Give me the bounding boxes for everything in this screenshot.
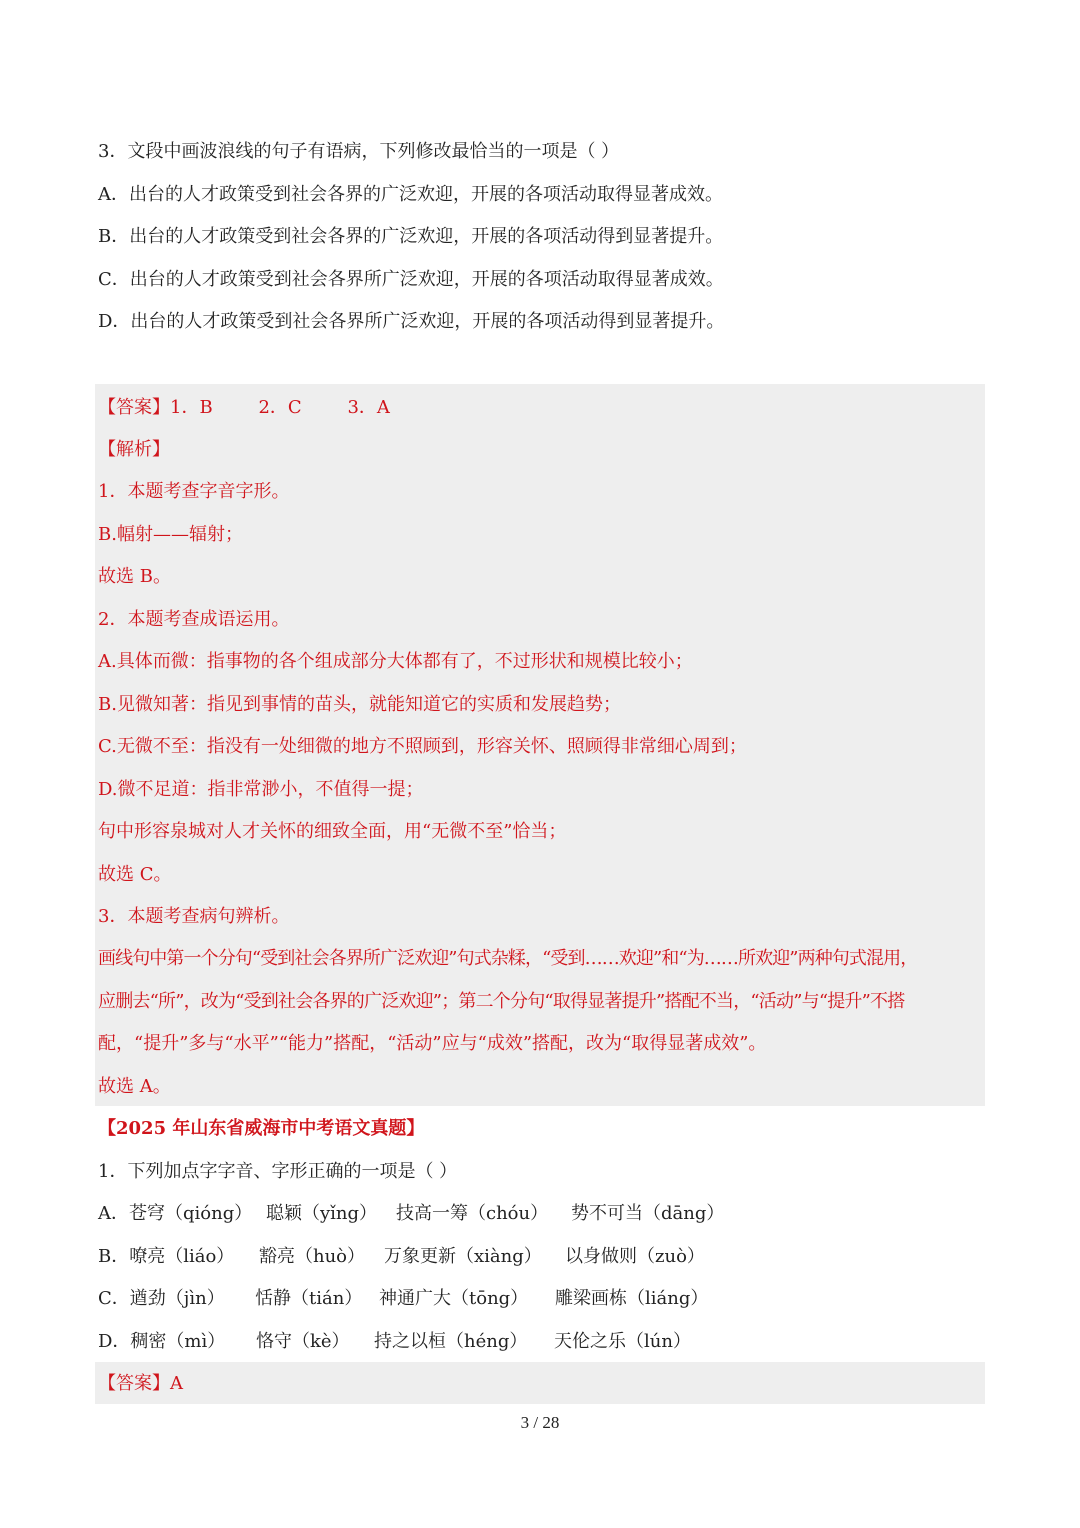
option-cell: B．嘹亮（liáo） [98, 1246, 235, 1267]
answer-line-2: 【答案】A [98, 1373, 183, 1394]
analysis-title: 【解析】 [98, 439, 170, 460]
option-cell: C．遒劲（jìn） [98, 1288, 225, 1309]
question-3-option-b: B．出台的人才政策受到社会各界的广泛欢迎，开展的各项活动得到显著提升。 [98, 226, 724, 247]
analysis-line: 3．本题考查病句辨析。 [98, 906, 290, 927]
page-number: 3 / 28 [520, 1413, 560, 1432]
question-1-option-b [98, 1244, 705, 1270]
option-cell: D．稠密（mì） [98, 1331, 226, 1352]
analysis-line: 句中形容泉城对人才关怀的细致全面，用“无微不至”恰当； [98, 821, 567, 842]
analysis-line: B.见微知著：指见到事情的苗头，就能知道它的实质和发展趋势； [98, 694, 621, 715]
section-title: 【2025 年山东省威海市中考语文真题】 [98, 1118, 425, 1139]
option-cell: A．苍穹（qióng） [98, 1203, 253, 1224]
option-cell: 聪颖（yǐng） [266, 1203, 378, 1224]
answer-box-2 [95, 1362, 985, 1404]
option-cell: 恬静（tián） [255, 1288, 363, 1309]
question-1-option-d [98, 1329, 691, 1355]
analysis-line: 2．本题考查成语运用。 [98, 609, 290, 630]
analysis-line: D.微不足道：指非常渺小，不值得一提； [98, 779, 424, 800]
question-3-option-a: A．出台的人才政策受到社会各界的广泛欢迎，开展的各项活动取得显著成效。 [98, 184, 723, 205]
analysis-line: 画线句中第一个分句“受到社会各界所广泛欢迎”句式杂糅，“受到……欢迎”和“为……所欢迎”两种句式混用， [98, 948, 918, 969]
analysis-line: B.幅射——辐射； [98, 524, 243, 545]
question-1-option-a [98, 1201, 724, 1227]
analysis-line: 应删去“所”，改为“受到社会各界的广泛欢迎”；第二个分句“取得显著提升”搭配不当，“活动”与“提升”不搭 [98, 991, 905, 1012]
analysis-line: C.无微不至：指没有一处细微的地方不照顾到，形容关怀、照顾得非常细心周到； [98, 736, 747, 757]
analysis-line: 1．本题考查字音字形。 [98, 481, 290, 502]
question-1-option-c [98, 1286, 708, 1312]
analysis-line: 故选 C。 [98, 864, 172, 885]
option-cell: 雕梁画栋（liáng） [555, 1288, 709, 1309]
question-3-option-c: C．出台的人才政策受到社会各界所广泛欢迎，开展的各项活动取得显著成效。 [98, 269, 724, 290]
option-cell: 万象更新（xiàng） [384, 1246, 542, 1267]
question-3-stem: 3．文段中画波浪线的句子有语病，下列修改最恰当的一项是（ ） [98, 141, 620, 162]
option-cell: 势不可当（dāng） [571, 1203, 725, 1224]
option-cell: 以身做则（zuò） [565, 1246, 705, 1267]
option-cell: 恪守（kè） [256, 1331, 350, 1352]
option-cell: 神通广大（tōng） [379, 1288, 529, 1309]
option-cell: 豁亮（huò） [259, 1246, 366, 1267]
question-1-stem: 1．下列加点字字音、字形正确的一项是（ ） [98, 1161, 458, 1182]
analysis-line: 配，“提升”多与“水平”“能力”搭配，“活动”应与“成效”搭配，改为“取得显著成效”。 [98, 1033, 767, 1054]
analysis-line: 故选 A。 [98, 1076, 171, 1097]
option-cell: 持之以桓（héng） [374, 1331, 528, 1352]
analysis-line: A.具体而微：指事物的各个组成部分大体都有了，不过形状和规模比较小； [98, 651, 693, 672]
option-cell: 技高一筹（chóu） [396, 1203, 549, 1224]
option-cell: 天伦之乐（lún） [554, 1331, 691, 1352]
question-3-option-d: D．出台的人才政策受到社会各界所广泛欢迎，开展的各项活动得到显著提升。 [98, 311, 725, 332]
analysis-line: 故选 B。 [98, 566, 171, 587]
answer-line: 【答案】1．B 2．C 3．A [98, 397, 390, 418]
